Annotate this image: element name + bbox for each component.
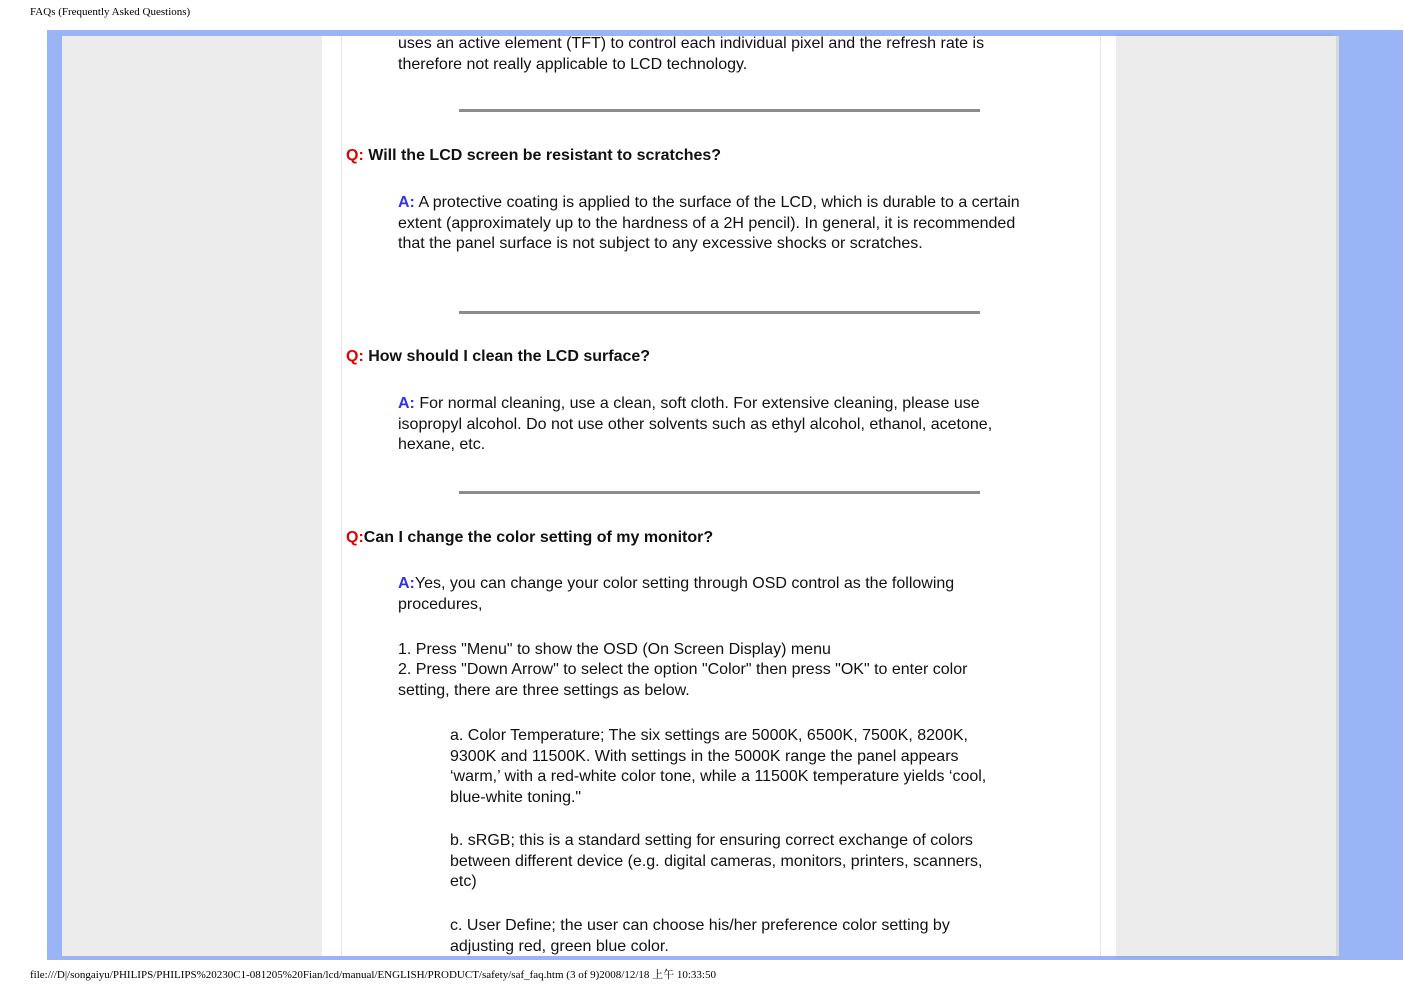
setting-item: b. sRGB; this is a standard setting for ensuring correct exchange of colors between different device (e.g. digital cameras, monitors, printers, scanners, etc) bbox=[450, 832, 983, 891]
content-border bbox=[341, 36, 1101, 956]
separator-line bbox=[459, 109, 980, 112]
left-sidebar bbox=[62, 36, 322, 956]
faq-question bbox=[346, 347, 650, 367]
faq-answer bbox=[398, 574, 1008, 615]
question-text: How should I clean the LCD surface? bbox=[363, 348, 651, 365]
answer-label: A: bbox=[398, 194, 415, 211]
intro-continuation: uses an active element (TFT) to control each individual pixel and the refresh rate is therefore not really applicable to LCD technology. bbox=[398, 36, 985, 73]
question-label: Q: bbox=[346, 348, 364, 365]
answer-label: A: bbox=[398, 575, 415, 592]
question-label: Q: bbox=[346, 529, 364, 546]
question-label: Q: bbox=[346, 147, 364, 164]
separator-line bbox=[459, 491, 980, 494]
content-column bbox=[322, 36, 1116, 956]
step-item: 1. Press "Menu" to show the OSD (On Screen Display) menu bbox=[398, 641, 831, 658]
answer-text: For normal cleaning, use a clean, soft cloth. For extensive cleaning, please use isopropyl alcohol. Do not use other solvents such as ethyl alcohol, ethanol, acetone, hexane, etc. bbox=[398, 395, 993, 454]
answer-text: Yes, you can change your color setting through OSD control as the following procedures, bbox=[398, 575, 955, 613]
print-footer: file:///D|/songaiyu/PHILIPS/PHILIPS%20230C1-081205%20Fian/lcd/manual/ENGLISH/PRODUCT/safety/saf_faq.htm (3 of 9)2008/12/18 上午 10:33:50 bbox=[30, 969, 716, 981]
question-text: Will the LCD screen be resistant to scratches? bbox=[363, 147, 722, 164]
faq-question bbox=[346, 528, 713, 548]
print-header: FAQs (Frequently Asked Questions) bbox=[30, 6, 191, 18]
setting-item: c. User Define; the user can choose his/her preference color setting by adjusting red, green blue color. bbox=[450, 917, 950, 955]
right-sidebar-edge bbox=[1336, 36, 1339, 956]
step-item: 2. Press "Down Arrow" to select the option "Color" then press "OK" to enter color setting, there are three settings as below. bbox=[398, 661, 968, 699]
question-text: Can I change the color setting of my monitor? bbox=[363, 529, 714, 546]
faq-answer bbox=[398, 193, 1038, 255]
separator-line bbox=[459, 311, 980, 314]
setting-item: a. Color Temperature; The six settings are 5000K, 6500K, 7500K, 8200K, 9300K and 11500K. With settings in the 5000K range the panel appears ‘warm,’ with a red-white color tone, while a 11500K temperature yields ‘cool, blue-white toning." bbox=[450, 727, 987, 806]
faq-answer bbox=[398, 394, 1038, 456]
faq-question bbox=[346, 146, 721, 166]
answer-text: A protective coating is applied to the surface of the LCD, which is durable to a certain extent (approximately up to the hardness of a 2H pencil). In general, it is recommended that the panel surface is not subject to any excessive shocks or scratches. bbox=[398, 194, 1020, 253]
right-sidebar bbox=[1116, 36, 1336, 956]
answer-label: A: bbox=[398, 395, 415, 412]
